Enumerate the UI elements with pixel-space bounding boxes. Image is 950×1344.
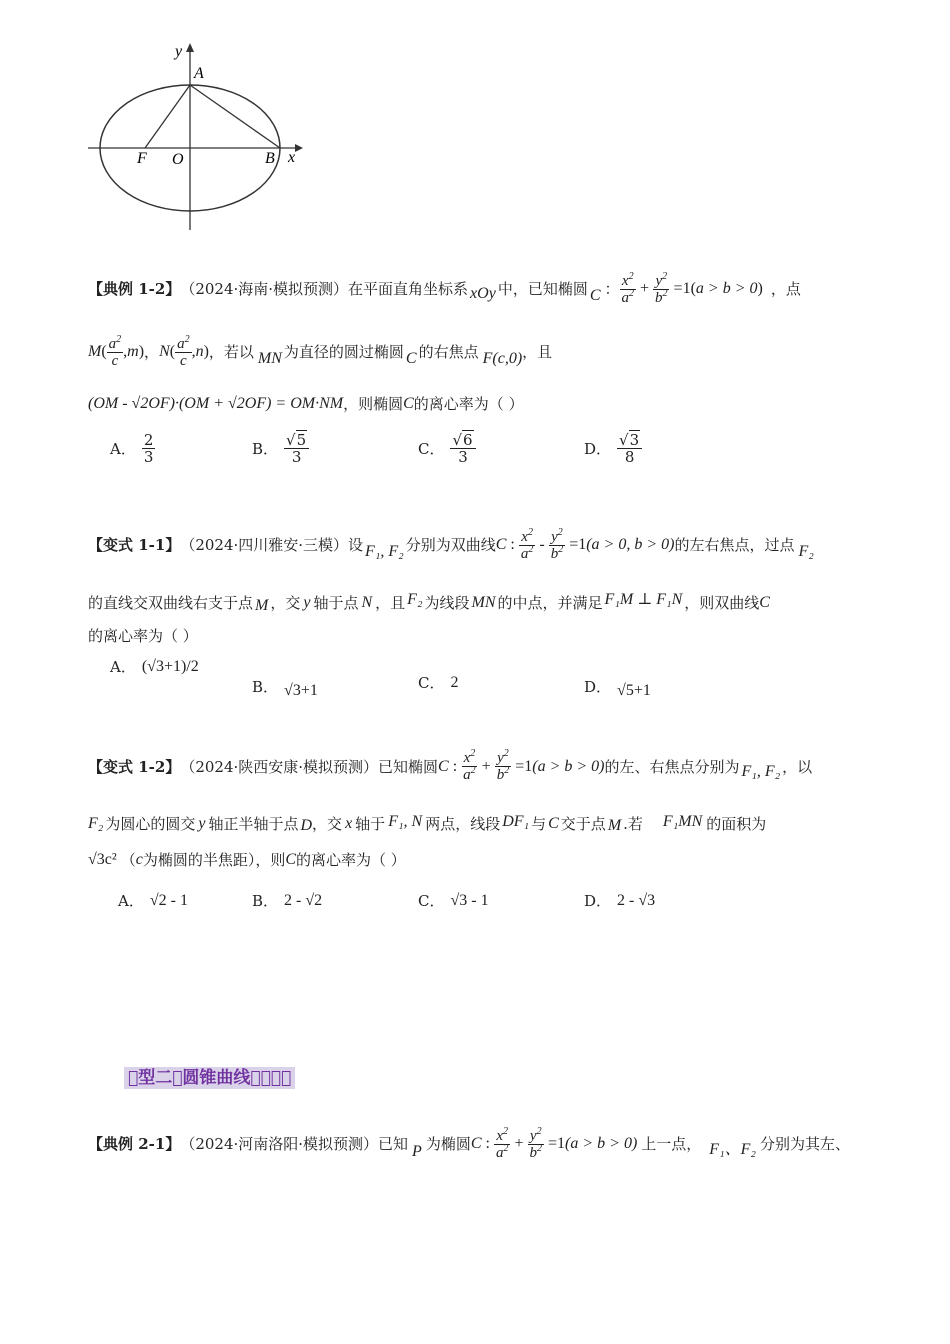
hyperbola-symbol: C	[759, 594, 770, 611]
ellipse-equation: $\frac{x^2}{a^2}$ + $\frac{y^2}{b^2}$ =1( a > b > 0 )	[621, 270, 763, 306]
choice-label: B．	[252, 440, 279, 458]
text-segment: 的离心率为（ ）	[413, 395, 524, 413]
choice-label: C．	[418, 674, 445, 692]
point-M: M	[255, 597, 269, 614]
axis-y: y	[198, 815, 206, 832]
choice-value: 2 - √2	[284, 891, 323, 909]
text-segment: 为线段	[424, 594, 470, 612]
text-segment: 的离心率为（ ）	[88, 627, 198, 645]
text-segment: 上一点，	[641, 1135, 702, 1153]
choice-label: A．	[110, 440, 136, 458]
choice-label: C．	[418, 892, 445, 910]
area-value: √3c²	[88, 851, 117, 868]
choice-D[interactable]: D． $\frac{√3}{8}$	[584, 432, 642, 465]
choice-C[interactable]	[418, 672, 458, 693]
choice-label: B．	[252, 892, 279, 910]
point-M: M	[607, 817, 622, 834]
foci-symbols: F₁, F₂	[365, 543, 404, 560]
label-A: A	[194, 65, 204, 82]
choice-C[interactable]: C． $\frac{√6}{3}$	[418, 432, 476, 465]
ellipse-symbol: C	[403, 395, 414, 412]
axis-y: y	[303, 594, 311, 611]
text-segment: 两点，线段	[425, 815, 501, 833]
variant-1-2-line3	[88, 850, 406, 870]
text-segment: .若	[623, 815, 643, 833]
choice-den: 3	[143, 448, 154, 466]
text-segment: 为椭圆的半焦距），则	[142, 851, 286, 869]
text-segment: 交于点	[560, 815, 606, 833]
choice-value: 2 - √3	[617, 891, 656, 909]
point-N: N	[361, 594, 373, 611]
text-segment: ，且	[375, 594, 406, 612]
text-segment: 轴正半轴于点	[208, 815, 299, 833]
focus-F2: F₂	[798, 543, 814, 560]
text-segment: 的面积为	[706, 815, 767, 833]
segment-FA	[145, 85, 190, 148]
text-segment: 的直线交双曲线右支于点	[88, 594, 254, 612]
axis-x: x	[345, 815, 353, 832]
text-segment: 分别为其左、	[759, 1135, 850, 1153]
hyperbola-condition: (a > 0, b > 0)	[586, 536, 675, 553]
text-segment: ，以	[782, 757, 813, 776]
choice-A[interactable]	[110, 432, 155, 465]
point-N: N ( $\frac{a^2}{c}$ , n )	[159, 333, 209, 369]
choice-value: √3+1	[284, 682, 318, 699]
choice-label: A．	[118, 892, 144, 910]
choice-A[interactable]	[110, 656, 199, 677]
choice-den: 3	[291, 448, 302, 466]
text-segment: 轴于点	[313, 594, 359, 612]
point-M: M ( $\frac{a^2}{c}$ , m )	[88, 333, 145, 369]
choice-label: D．	[584, 892, 612, 910]
text-segment: ，交	[270, 594, 301, 612]
coord-system: xOy	[470, 285, 496, 302]
choice-value: √5+1	[617, 682, 651, 699]
choice-value: (√3+1)/2	[141, 657, 199, 675]
example-1-2-line1	[88, 272, 801, 306]
segment-DF1: DF₁	[502, 813, 530, 830]
example-source: （2024·河南洛阳·模拟预测）已知	[180, 1135, 409, 1153]
label-y: y	[175, 43, 183, 60]
text-segment: 分别为双曲线	[405, 536, 496, 554]
variant-1-1-line2	[88, 590, 770, 616]
ellipse-equation: C : $\frac{x^2}{a^2}$ + $\frac{y^2}{b^2}$ =1 (a > b > 0)	[438, 748, 605, 783]
text-segment: ，点	[770, 280, 801, 298]
point-D: D	[300, 817, 313, 834]
text-segment: 的左、右焦点分别为	[604, 757, 740, 776]
label-x: x	[288, 149, 296, 166]
ellipse-figure	[80, 38, 320, 238]
variant-tag: 【变式 1-1】	[88, 536, 181, 554]
segment-AB	[190, 85, 280, 148]
choice-label: A．	[110, 658, 136, 676]
vector-equation: (OM - √2OF)·(OM + √2OF) = OM·NM	[88, 395, 344, 412]
text-segment: 为椭圆	[425, 1135, 471, 1153]
text-segment: 中，已知椭圆	[497, 280, 588, 298]
variant-tag: 【变式 1-2】	[88, 757, 181, 776]
text-segment: 为圆心的圆交	[105, 815, 196, 833]
choice-A[interactable]	[118, 890, 188, 911]
point-P: P	[412, 1143, 422, 1160]
example-2-1-line1	[88, 1126, 850, 1162]
text-segment: ，交	[312, 815, 343, 833]
focus-F2: F₂	[407, 591, 423, 608]
text-segment: 与	[531, 815, 547, 833]
semi-focal-c: c	[135, 851, 143, 868]
x-axis-arrow	[295, 144, 303, 152]
text-segment: 为直径的圆过椭圆	[283, 343, 404, 361]
choice-value: √3 - 1	[450, 891, 489, 909]
choice-B[interactable]	[252, 890, 322, 911]
variant-source: （2024·四川雅安·三模）设	[180, 536, 364, 554]
triangle-F1MN: F₁MN	[662, 813, 703, 830]
example-tag: 【典例 1-2】	[88, 280, 181, 298]
choice-D[interactable]	[584, 890, 655, 911]
ellipse-symbol: C	[589, 287, 601, 304]
text-segment: ：	[604, 280, 620, 298]
text-segment: ，则椭圆	[343, 395, 404, 413]
choice-num: 5	[296, 431, 307, 449]
text-segment: 的左右焦点，过点	[674, 536, 795, 554]
choice-value: √2 - 1	[149, 891, 188, 909]
points-F1-N: F₁, N	[388, 813, 423, 830]
label-O: O	[172, 151, 184, 168]
y-axis-arrow	[186, 43, 194, 52]
perpendicular-condition: F₁M ⊥ F₁N	[604, 591, 683, 608]
right-focus: F(c,0)	[482, 350, 523, 367]
text-segment: ，	[144, 343, 160, 361]
choice-D[interactable]	[584, 672, 651, 700]
text-segment: （	[120, 851, 136, 869]
example-1-2-line2	[88, 335, 552, 369]
choice-label: D．	[584, 440, 612, 458]
ellipse-symbol: C	[548, 815, 559, 832]
section-heading-text:  型二 圆锥曲线    	[124, 1067, 295, 1089]
ellipse-condition: (a > b > 0)	[532, 757, 605, 775]
choice-label: C．	[418, 440, 445, 458]
example-1-2-line3	[88, 394, 524, 414]
text-segment: 轴于	[355, 815, 386, 833]
text-segment: ，则双曲线	[684, 594, 760, 612]
choice-den: 8	[624, 448, 635, 466]
variant-1-1-line1	[88, 528, 814, 562]
focus-F2: F₂	[88, 815, 104, 832]
text-segment: ，且	[522, 343, 553, 361]
choice-num: 3	[629, 431, 640, 449]
section-heading	[124, 1063, 295, 1088]
variant-1-2-line1	[88, 750, 812, 783]
hyperbola-equation: C : $\frac{x^2}{a^2}$ - $\frac{y^2}{b^2}$ =1 (a > 0, b > 0)	[495, 526, 675, 562]
text-segment: ，若以	[208, 343, 254, 361]
choice-B[interactable]	[252, 672, 318, 700]
label-B: B	[265, 150, 275, 167]
choice-C[interactable]	[418, 890, 489, 911]
ellipse-condition: (a > b > 0)	[565, 1135, 638, 1152]
text-segment: 的中点，并满足	[497, 594, 603, 612]
segment-MN: MN	[471, 594, 496, 611]
choice-den: 3	[458, 448, 468, 466]
foci-symbols: F₁、F₂	[709, 1141, 756, 1158]
example-source: （2024·海南·模拟预测）在平面直角坐标系	[180, 280, 469, 298]
choice-value: 2	[450, 673, 459, 691]
ellipse-equation: C : $\frac{x^2}{a^2}$ + $\frac{y^2}{b^2}$ =1 (a > b > 0)	[470, 1125, 638, 1161]
segment-MN: MN	[257, 350, 282, 367]
ellipse-symbol: C	[405, 350, 417, 367]
choice-num: 6	[463, 431, 473, 449]
choice-label: D．	[584, 677, 612, 696]
choice-B[interactable]: B． $\frac{√5}{3}$	[252, 432, 309, 465]
variant-source: （2024·陕西安康·模拟预测）已知椭圆	[180, 757, 439, 776]
variant-1-2-line2	[88, 812, 766, 836]
text-segment: 的离心率为（ ）	[296, 851, 406, 869]
choice-label: B．	[252, 677, 279, 696]
example-tag: 【典例 2-1】	[88, 1135, 181, 1153]
variant-1-1-line3	[88, 626, 198, 646]
label-F: F	[137, 150, 147, 167]
foci-symbols: F₁, F₂	[741, 762, 781, 780]
choice-num: 2	[143, 431, 154, 449]
ellipse-symbol: C	[285, 851, 296, 868]
text-segment: 的右焦点	[418, 343, 479, 361]
